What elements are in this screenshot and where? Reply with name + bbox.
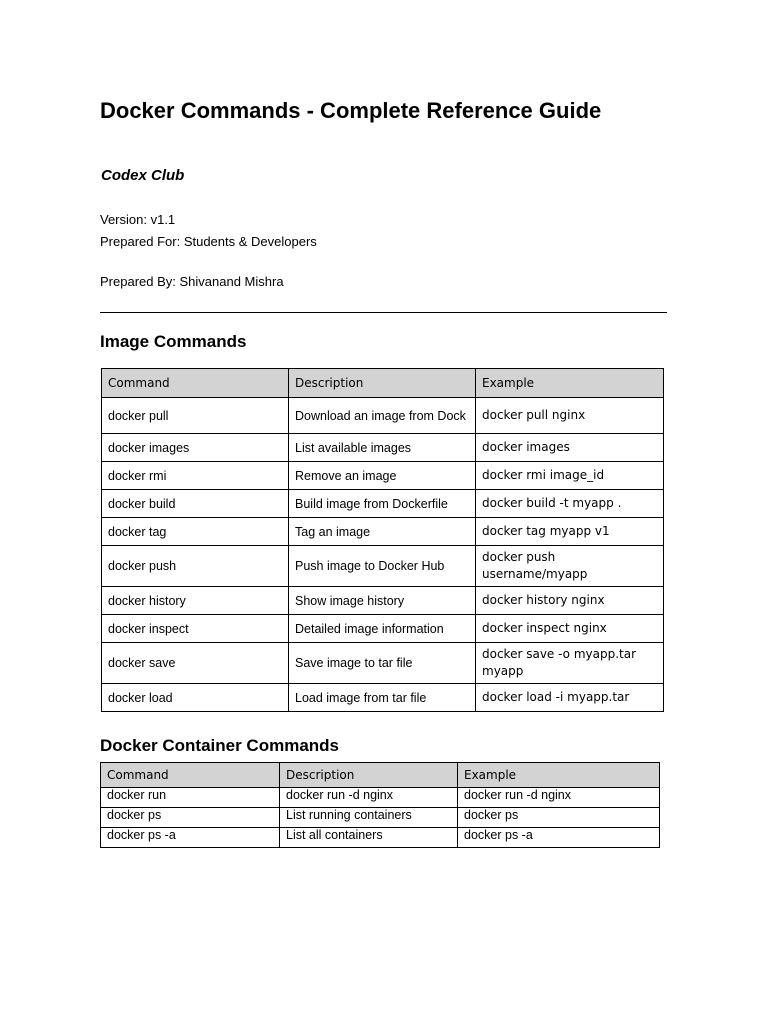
table-row <box>102 398 664 434</box>
example-cell: docker history nginx <box>476 587 664 615</box>
command-cell: docker pull <box>102 398 289 434</box>
example-cell: docker tag myapp v1 <box>476 518 664 546</box>
description-cell: Remove an image <box>289 462 476 490</box>
table-row <box>101 828 660 848</box>
command-cell: docker rmi <box>102 462 289 490</box>
container-commands-table <box>100 762 660 848</box>
column-header-command: Command <box>102 369 289 398</box>
table-header-row <box>101 763 660 788</box>
description-cell: Build image from Dockerfile <box>289 490 476 518</box>
command-cell: docker save <box>102 643 289 684</box>
command-cell: docker inspect <box>102 615 289 643</box>
description-cell: Download an image from Dock <box>289 398 476 434</box>
container-commands-heading: Docker Container Commands <box>100 736 339 755</box>
table-row <box>101 808 660 828</box>
command-cell: docker build <box>102 490 289 518</box>
table-row <box>102 462 664 490</box>
organization-name: Codex Club <box>101 167 185 184</box>
description-cell: Load image from tar file <box>289 684 476 712</box>
command-cell: docker history <box>102 587 289 615</box>
example-cell: docker ps -a <box>458 828 660 848</box>
command-cell: docker ps <box>101 808 280 828</box>
image-commands-table <box>101 368 664 712</box>
description-cell: Push image to Docker Hub <box>289 546 476 587</box>
command-cell: docker images <box>102 434 289 462</box>
column-header-description: Description <box>280 763 458 788</box>
column-header-example: Example <box>458 763 660 788</box>
description-cell: List available images <box>289 434 476 462</box>
description-cell: List all containers <box>280 828 458 848</box>
table-header-row <box>102 369 664 398</box>
command-cell: docker push <box>102 546 289 587</box>
version-text: Version: v1.1 <box>100 212 176 227</box>
description-cell: List running containers <box>280 808 458 828</box>
image-commands-heading: Image Commands <box>100 332 247 351</box>
description-cell: Detailed image information <box>289 615 476 643</box>
example-cell: docker rmi image_id <box>476 462 664 490</box>
example-cell: docker ps <box>458 808 660 828</box>
document-title: Docker Commands - Complete Reference Guide <box>100 98 602 123</box>
example-cell: docker push username/myapp <box>476 546 664 587</box>
example-cell: docker save -o myapp.tar myapp <box>476 643 664 684</box>
prepared-by-text: Prepared By: Shivanand Mishra <box>100 274 284 289</box>
prepared-for-text: Prepared For: Students & Developers <box>100 234 317 249</box>
table-row <box>102 518 664 546</box>
example-cell: docker load -i myapp.tar <box>476 684 664 712</box>
example-cell: docker images <box>476 434 664 462</box>
example-cell: docker pull nginx <box>476 398 664 434</box>
table-row <box>102 615 664 643</box>
table-row <box>102 587 664 615</box>
table-row <box>102 546 664 587</box>
example-cell: docker build -t myapp . <box>476 490 664 518</box>
table-row <box>102 490 664 518</box>
command-cell: docker run <box>101 788 280 808</box>
command-cell: docker load <box>102 684 289 712</box>
command-cell: docker tag <box>102 518 289 546</box>
table-row <box>102 684 664 712</box>
description-cell: Tag an image <box>289 518 476 546</box>
example-cell: docker inspect nginx <box>476 615 664 643</box>
description-cell: Save image to tar file <box>289 643 476 684</box>
column-header-command: Command <box>101 763 280 788</box>
table-row <box>102 643 664 684</box>
description-cell: Show image history <box>289 587 476 615</box>
description-cell: docker run -d nginx <box>280 788 458 808</box>
column-header-example: Example <box>476 369 664 398</box>
example-cell: docker run -d nginx <box>458 788 660 808</box>
command-cell: docker ps -a <box>101 828 280 848</box>
horizontal-divider <box>100 312 667 313</box>
table-row <box>102 434 664 462</box>
table-row <box>101 788 660 808</box>
column-header-description: Description <box>289 369 476 398</box>
